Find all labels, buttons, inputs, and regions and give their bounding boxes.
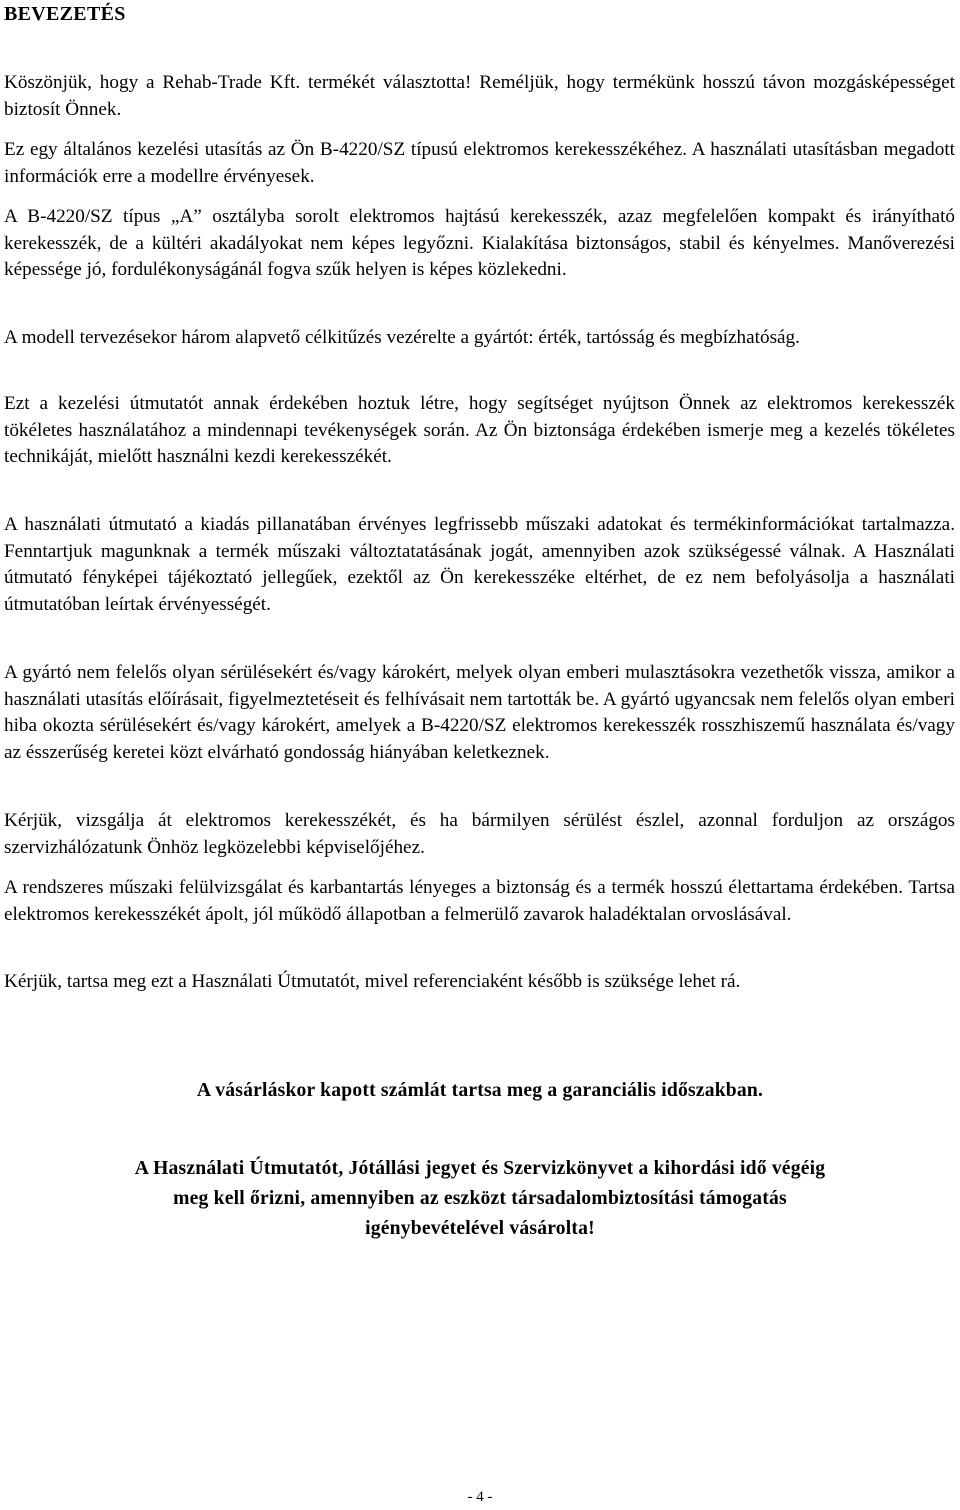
paragraph-guide-purpose: Ezt a kezelési útmutatót annak érdekében hoztuk létre, hogy segítséget nyújtson Önnek az elektromos kerekesszék tökéletes használatához a mindennapi tevékenységek során. Az Ön biztonsága érdekében ismerje meg a kezelés tökéletes technikáját, mielőtt használni kezdi kerekesszékét. bbox=[4, 393, 955, 468]
notice-keep-line: A Használati Útmutatót, Jótállási jegyet és Szervizkönyvet a kihordási idő végéig bbox=[134, 1158, 826, 1179]
paragraph-design-goals: A modell tervezésekor három alapvető célkitűzés vezérelte a gyártót: érték, tartósság és megbízhatóság. bbox=[4, 327, 800, 348]
notice-invoice: A vásárláskor kapott számlát tartsa meg a garanciális időszakban. bbox=[196, 1080, 764, 1101]
notice-keep-line: meg kell őrizni, amennyiben az eszközt társadalombiztosítási támogatás bbox=[173, 1188, 787, 1209]
section-heading: BEVEZETÉS bbox=[4, 3, 126, 25]
paragraph-thanks: Köszönjük, hogy a Rehab-Trade Kft. termékét választotta! Reméljük, hogy termékünk hosszú távon mozgásképességet biztosít Önnek. bbox=[4, 72, 955, 120]
paragraph-liability: A gyártó nem felelős olyan sérülésekért és/vagy károkért, melyek olyan emberi mulasztásokra vezethetők vissza, amikor a használati utasítás előírásait, figyelmeztetéseit és felhívásait nem tartották be. A gyártó ugyancsak nem felelős olyan emberi hiba okozta sérülésekért és/vagy károkért, amelyek a B-4220/SZ elektromos kerekesszék rosszhiszemű használata és/vagy az ésszerűség keretei közt elvárható gondosság hiányában keletkeznek. bbox=[4, 662, 955, 763]
page-number: - 4 - bbox=[467, 1489, 493, 1505]
paragraph-technical-data: A használati útmutató a kiadás pillanatában érvényes legfrissebb műszaki adatokat és termékinformációkat tartalmazza. Fenntartjuk magunknak a termék műszaki változtatatásának jogát, amennyiben azok szükségessé válnak. A Használati útmutató fényképei tájékoztató jellegűek, ezektől az Ön kerekesszéke eltérhet, de ez nem befolyásolja a használati útmutatóban leírtak érvényességét. bbox=[4, 514, 955, 615]
notice-keep-line: igénybevételével vásárolta! bbox=[365, 1218, 595, 1239]
paragraph-keep-manual: Kérjük, tartsa meg ezt a Használati Útmutatót, mivel referenciaként később is szüksége lehet rá. bbox=[4, 971, 741, 992]
paragraph-type-description: A B-4220/SZ típus „A” osztályba sorolt elektromos hajtású kerekesszék, azaz megfelelően kompakt és irányítható kerekesszék, de a kültéri akadályokat nem képes legyőzni. Kialakítása biztonságos, stabil és kényelmes. Manőverezési képessége jó, fordulékonyságánál fogva szűk helyen is képes közlekedni. bbox=[4, 206, 955, 281]
paragraph-inspection: Kérjük, vizsgálja át elektromos kerekesszékét, és ha bármilyen sérülést észlel, azonnal forduljon az országos szervizhálózatunk Önhöz legközelebbi képviselőjéhez. bbox=[4, 810, 955, 858]
paragraph-maintenance: A rendszeres műszaki felülvizsgálat és karbantartás lényeges a biztonság és a termék hosszú élettartama érdekében. Tartsa elektromos kerekesszékét ápolt, jól működő állapotban a felmerülő zavarok haladéktalan orvoslásával. bbox=[4, 877, 955, 925]
paragraph-general-instructions: Ez egy általános kezelési utasítás az Ön B-4220/SZ típusú elektromos kerekesszékéhez. A használati utasításban megadott információk erre a modellre érvényesek. bbox=[4, 139, 955, 187]
